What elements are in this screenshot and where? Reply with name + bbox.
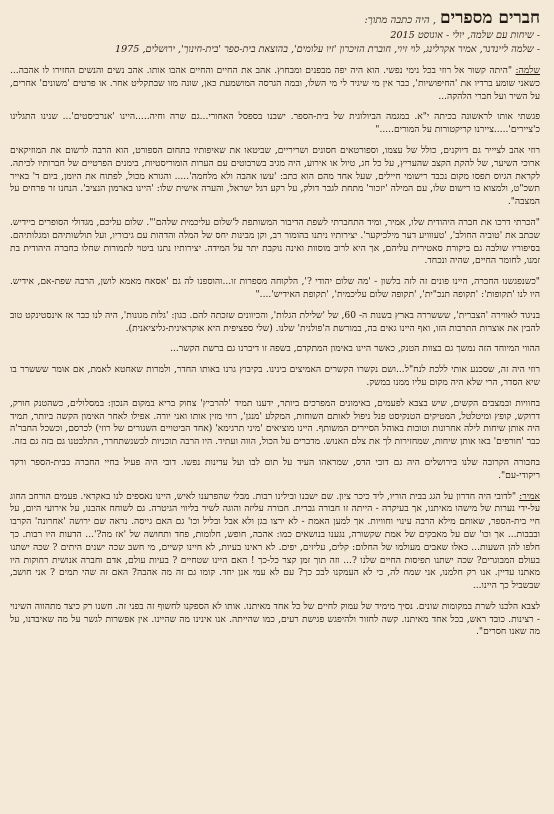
paragraph [10, 65, 540, 103]
paragraph [10, 111, 540, 137]
speaker-label: שלמה: [515, 66, 540, 76]
source-line: - שיחות עם שלמה, יולי - אוגוסט 2015 [390, 30, 540, 41]
paragraph-text: "כשנפגשנו החברה, היינו פונים זה לזה בלשון - 'מה שלום יהודי ?', הלקוחה מספרות זו...והוספנו לה גם 'אסאח מאמא לושן, הרבה שפת-אם, אידיש. היו לנו 'תקופות': 'תקופה תנכ"ית', 'תקופה שלום עליכמית', 'תקופת האידיש'...." [10, 277, 540, 300]
paragraph-text: לצבא הלכנו לשרת במקומות שונים. נסיך מימיד של עמוק לחיים של כל אחד מאיתנו. אותו לא הספקנו לחשוף זה בפני זה. חשנו רק כיצד מתהווה השינוי - רצינות. כובד ראש, בכל אחד מאיתנו. קשה לחזור ולהיפגש פגישת רעים, כמו שהייתה. אנו אינינו מה שהיינו. אין אפשרות לגשר על מה שאיבדנו, על מה שאנו חסרים". [10, 601, 540, 638]
paragraph-text: "לדובי היה חדרון על הגג בבית הוריו, ליד כיכר ציון. שם ישבנו ובילינו רבות. מבלי שהפרענו לאיש, היינו נאספים לנו באקראי. פעמים הורחב החוג על-ידי נערות של מישהו מאיתנו, אך בעיקרה - הייתה זו חבורה גברית. חבורה עליזה והוגה לשיר בליווי הגיטרה. גם לשוחח אהבנו, על אירועי היום, על חיי בית-הספר, שאותם מילא הרבה עינוי וחוויות. אך למען האמת - לא ירצו בגן ולא אבל ובליל וכו' גם האם גייסה. נראה שם ירושה 'אחרונה' הקרבו ובבבות... אך וכו' שם על מאבקים של אמת שקשורה, נגענו בנושאים כמו: אהבה, חופש, חלומות, פחד ותחושה של 'אז מה?'... הדעות היו רבות. כך חלפו להן השעות... כאלו שאבים מעולמו של החלום: קלים, עליזים, יפים. לא ראינו בעיות, לא חיינו קשיים, מי חשב שכה ישנים היתים ? שכה ישתנו בעולם המבוגרים? שכה ישתנו תפיסות החיים שלנו ?... וזה תוך זמן קצר כל-כך ! האם היינו שטחיים ? בעיות עולם, אדם וחברה אנושית רחוקות היו מאתנו עדיין. אנו רק חלמנו, אני שמח לה, כי לא העמקנו לבכ כך? עם לא עמי אנן יחד. קומו גם זה מה אהבה? האם זה שהי תמים ? אני חושב, שבשביל כך היינו... [10, 491, 540, 592]
paragraph [10, 457, 540, 483]
speaker-label: אמיר: [519, 491, 540, 502]
paragraph-text: ההווי המיוחד הזה נמשך גם בצוות הטנק, כאשר היינו באימון המתקדם, בשפה זו דיברנו גם ברשת הקשר... [170, 344, 540, 355]
paragraph [10, 310, 540, 336]
paragraph [10, 217, 540, 268]
paragraph [10, 491, 540, 593]
paragraph-text: בחבורה הקרובה שלנו בירושלים היה גם דובי הדס, שמראהו העיד על תום לבו ועל עדינות נפשו. דובי היה פעיל בחיי החברה בבית-הספר ורקד ריקודי-עם". [10, 457, 540, 481]
paragraph [10, 601, 540, 639]
article-subtitle: , היה כתבה מתוך: [364, 15, 436, 26]
paragraph-text: בניגוד לאווירה 'הצברית', שששררה בארץ בשנות ה- 60, של 'שלילת הגלות', והכיוונים שזכתה להם. כגון: 'גלות מגונות', היה לנו כבר אז אינסטינקט טוב להבין את אוצרות התרבות הזו, ואף היינו גאים בה, במורשת ה'פולנית' שלנו. (שלי ספציפית היא אוקראינית-גליציאנית). [10, 310, 540, 334]
paragraph [10, 398, 540, 449]
paragraph [10, 364, 540, 390]
paragraph-text: רוזי היה זה, שסכנע אותי ללכת לנח"ל...ושם נקשרו הקשרים האמיצים בינינו. בקיבוץ גרנו באותו החדר, ולמרות שאחטא לאמת, אם אומר שששרר בו שיא הסדר, הרי שלא היה מקום עליו ממנו במשק. [10, 365, 540, 388]
article-header [10, 10, 540, 57]
paragraph [10, 343, 540, 356]
paragraph-text: רוזי אהב לציייר גם דיוקנים, כולל של עצמו, וספורטאים חסונים ושריריים, שביטאו את שאיפותיו בתחום הספורט, הוא הרבה לרשום את המוזיקאים ארוכי השיער, של להקת הקצב שהעריץ, על כל חג, טיול או אירוע, היה מגיב בשרבוטים עם הערות הומוריסטיות, בימנים הפרטיים של חברותיו לכיתה. לקראת הגיוס תפסו מקום נכבד רישומי חיילים, שעל אחד מהם הוא כתב: 'עשו אהבה ולא מלחמה'..... והגורא מכול, לפתוח את היומן, ביום ד' באייר תשכ"ט, ולמצוא בו רישום שלו, עם המילה 'יזכור' מתחת לגבר דולק, על רקע דגל ישראל, והערה אישית שלו: 'היינו בארמון הנציב'. הנחנו זר פרחים על המצבה". [10, 145, 540, 208]
paragraph-text: פגשתי אותו לראשונה בכיתה י"א. במגמה הביולוגית של בית-הספר. ישבנו בספסל האחורי...גם שרה וחיה.....היינו 'אנרכיסטים'... שנינו התגלינו כ'ציירים'.....ציירנו קריקטורות על המורים....." [10, 112, 540, 136]
paragraph [10, 276, 540, 302]
paragraph-text: "היתה קשור אל רוזי בכל נימי נפשי. הוא היה יפה מבפנים ומבחוץ. אהב את החיים והחיים אהבו אותו. אהב נשים והנשים החזירו לו אהבה... כשאני שומע ברדיו את 'החיפושיות', כבר אין מי שיגיד לי מי השלו, ובמה הגרסה המושמעת כאן, שונה מזו שבתקליט אחר. או פרטים 'משונים' אחרים, על השיר ועל חברי הלהקה... [10, 66, 540, 102]
paragraph [10, 145, 540, 209]
source-line: - שלמה ליינדנר, אמיר אקרלינג, לוי זיוי, חוברת הזיכרון 'זיו עלומים', בהוצאת בית-ספר 'בית-חינוך', ירושלים, 1975 [114, 44, 540, 55]
title-line [10, 10, 540, 29]
article-title: חברים מספרים [440, 8, 540, 28]
paragraph-text: "הכרתי דרכו את חברה היהודית שלו, אמיר, ומיד התחברתי לשפת הדיבור המשותפת ל'שלום עליכמית שלהם'". שלום עליכם, מגדולי הסופרים ביידיש. שכתב את 'טוביה החולב', 'טעווויע דער מילכיקער'. יצירותיו ניתנו בהומור רב, וקן מבינות יחס של המלה והדהות עם גיבוריו, ועל תולשותיהם ומגלותיהם. בסיפוריו שולבה גם ביקורת סאטירית עליהם, אך היא לרוב מוסוות ואינה נוקבת יתר על המידה. יצירותיו נתנו ביטוי לתמורות שחלו בחברה היהודית בת זמנו, לחומר החיים, שהיה ונכחד. [10, 217, 540, 267]
article-body [10, 65, 540, 639]
paragraph-text: בחוויות ובמצבים הקשים, שיש בצבא לפעמים, באימונים המפרכים ביותר, ידענו תמיד 'להרביץ' צחוק בריא במקום הנכון: במסלולים, כשהטנק חורק, דרוקש, קופץ ומיטלטל, המטיקים הטנקיסט פנל ניפול לאותם השוחות, המקלע 'מנגן', רוזי מזין אותו ואני יורה. אפילו לאחר האימון הקשה ביותר, תמיד היה אותן שיחות לילה אחרונות וטובות באוהל הסיירים המשותף. היינו מוציאים 'מיני תרגימא' (אחד הביטויים השגורים של רוזי) לכרסם, וכשכל החבר'ה כבר 'חורפים' באו אותן שיחות, שמחזירות לך את צלם האנוש. מדברים על הכול, הווה ועתיד. היו הרבה תוכניות לכשנשתחרר, התלבטנו גם בזה גם בזה. [10, 398, 540, 448]
